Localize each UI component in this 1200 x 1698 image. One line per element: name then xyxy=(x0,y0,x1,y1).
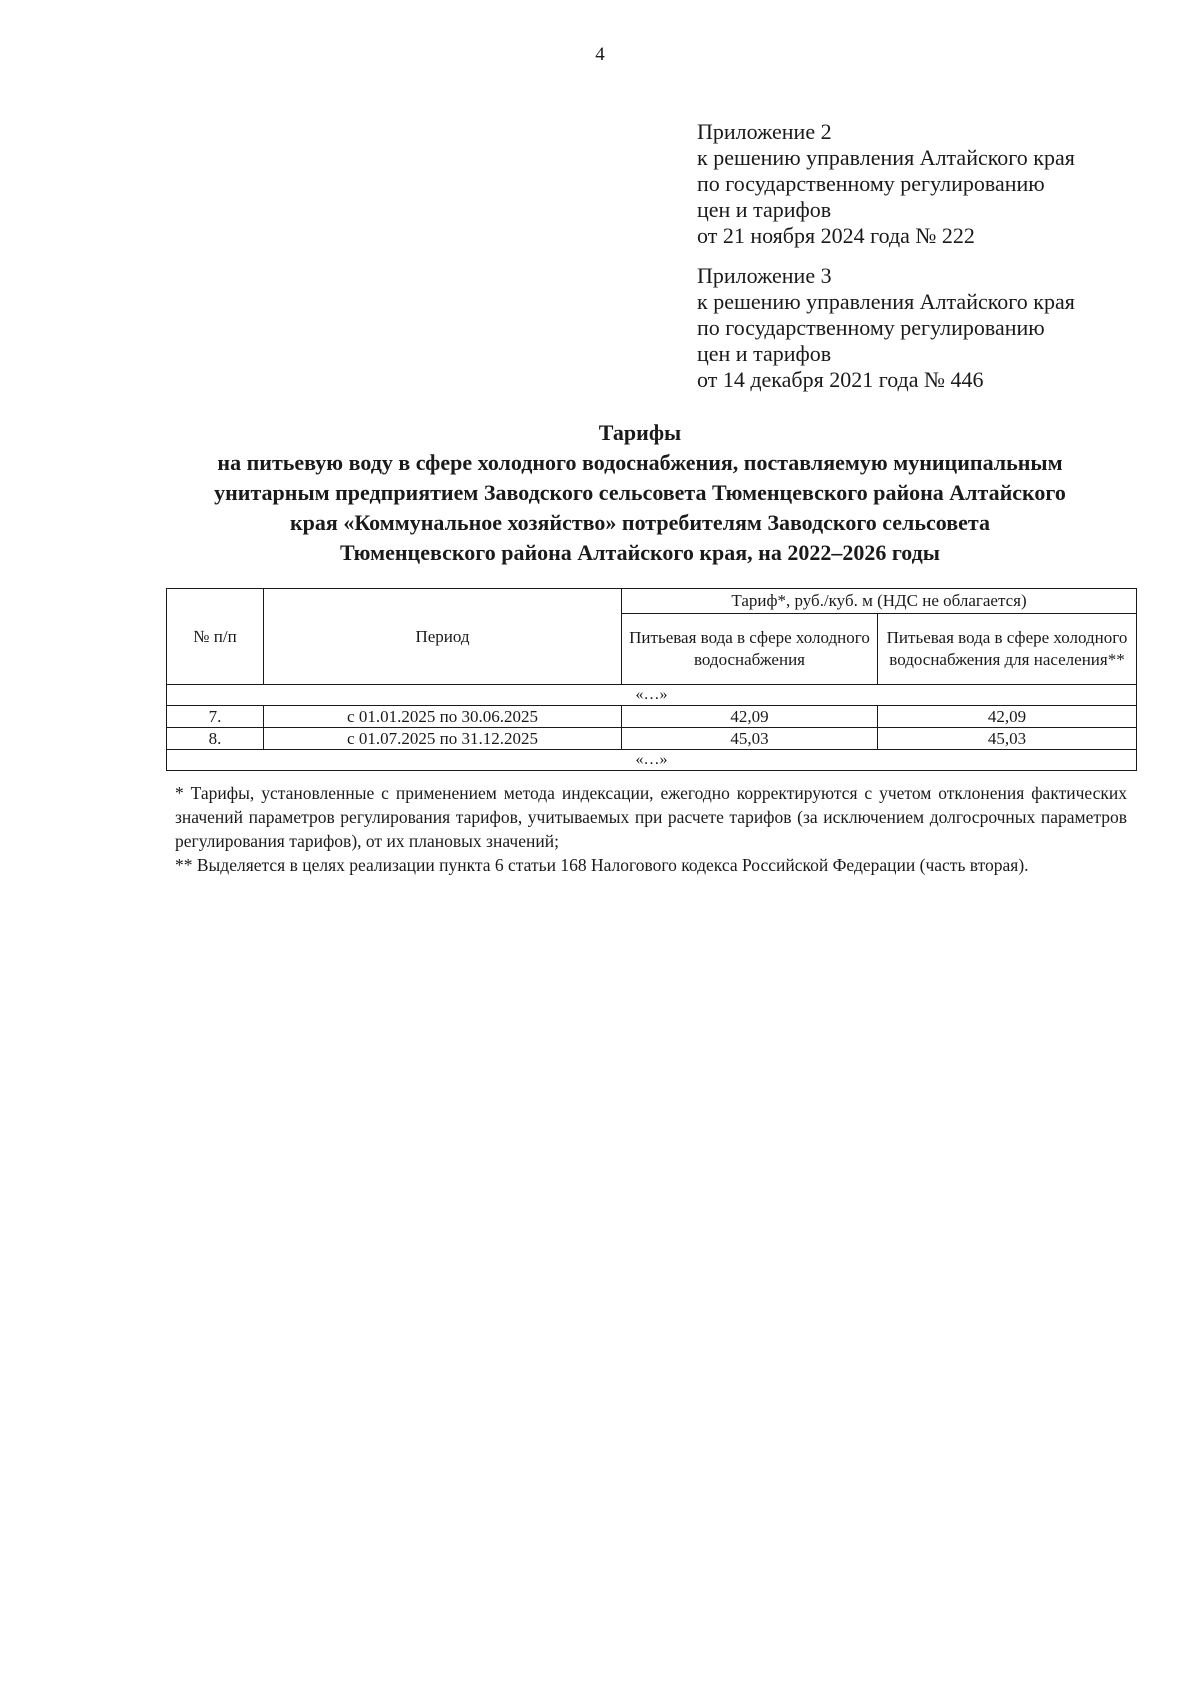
header-period: Период xyxy=(264,589,622,685)
appendix-2-line: к решению управления Алтайского края xyxy=(697,145,1075,170)
table-row xyxy=(167,706,1137,728)
appendix-3-line: к решению управления Алтайского края xyxy=(697,289,1075,314)
footnote-vat: ** Выделяется в целях реализации пункта 6 статьи 168 Налогового кодекса Российской Федерации (часть вторая). xyxy=(175,855,1029,875)
header-drinking-water: Питьевая вода в сфере холодного водоснабжения xyxy=(622,614,878,685)
appendix-2-header xyxy=(697,119,1167,249)
title-line: края «Коммунальное хозяйство» потребителям Заводского сельсовета xyxy=(290,510,990,535)
footnotes xyxy=(175,781,1127,877)
table-ellipsis-row: «…» xyxy=(167,750,1137,771)
appendix-2-line: от 21 ноября 2024 года № 222 xyxy=(697,223,975,248)
appendix-3-line: от 14 декабря 2021 года № 446 xyxy=(697,367,984,392)
appendix-2-line: по государственному регулированию xyxy=(697,171,1045,196)
header-number: № п/п xyxy=(167,589,264,685)
appendix-2-line: цен и тарифов xyxy=(697,197,832,222)
row-tariff-population: 45,03 xyxy=(878,728,1137,750)
title-line: на питьевую воду в сфере холодного водоснабжения, поставляемую муниципальным xyxy=(217,450,1063,475)
appendix-2-line: Приложение 2 xyxy=(697,119,832,144)
title-heading: Тарифы xyxy=(598,420,682,445)
footnote-tariff-indexation: * Тарифы, установленные с применением метода индексации, ежегодно корректируются с учетом отклонения фактических значений параметров регулирования тарифов, учитываемых при расчете тарифов (за исключением долгосрочных параметров регулирования тарифов), от их плановых значений; xyxy=(175,783,1127,851)
row-number: 7. xyxy=(167,706,264,728)
page-number: 4 xyxy=(595,44,605,65)
appendix-3-header xyxy=(697,263,1167,393)
row-period: с 01.07.2025 по 31.12.2025 xyxy=(264,728,622,750)
header-drinking-water-population: Питьевая вода в сфере холодного водоснабжения для населения** xyxy=(878,614,1137,685)
appendix-3-line: Приложение 3 xyxy=(697,263,832,288)
row-tariff: 42,09 xyxy=(622,706,878,728)
document-title xyxy=(150,418,1130,568)
title-line: унитарным предприятием Заводского сельсовета Тюменцевского района Алтайского xyxy=(214,480,1066,505)
title-line: Тюменцевского района Алтайского края, на 2022–2026 годы xyxy=(340,540,940,565)
table-row xyxy=(167,728,1137,750)
header-tariff-group: Тариф*, руб./куб. м (НДС не облагается) xyxy=(622,589,1137,614)
appendix-3-line: по государственному регулированию xyxy=(697,315,1045,340)
row-tariff: 45,03 xyxy=(622,728,878,750)
table-ellipsis-row: «…» xyxy=(167,685,1137,706)
tariff-table xyxy=(166,588,1137,771)
appendix-3-line: цен и тарифов xyxy=(697,341,832,366)
row-period: с 01.01.2025 по 30.06.2025 xyxy=(264,706,622,728)
row-number: 8. xyxy=(167,728,264,750)
row-tariff-population: 42,09 xyxy=(878,706,1137,728)
